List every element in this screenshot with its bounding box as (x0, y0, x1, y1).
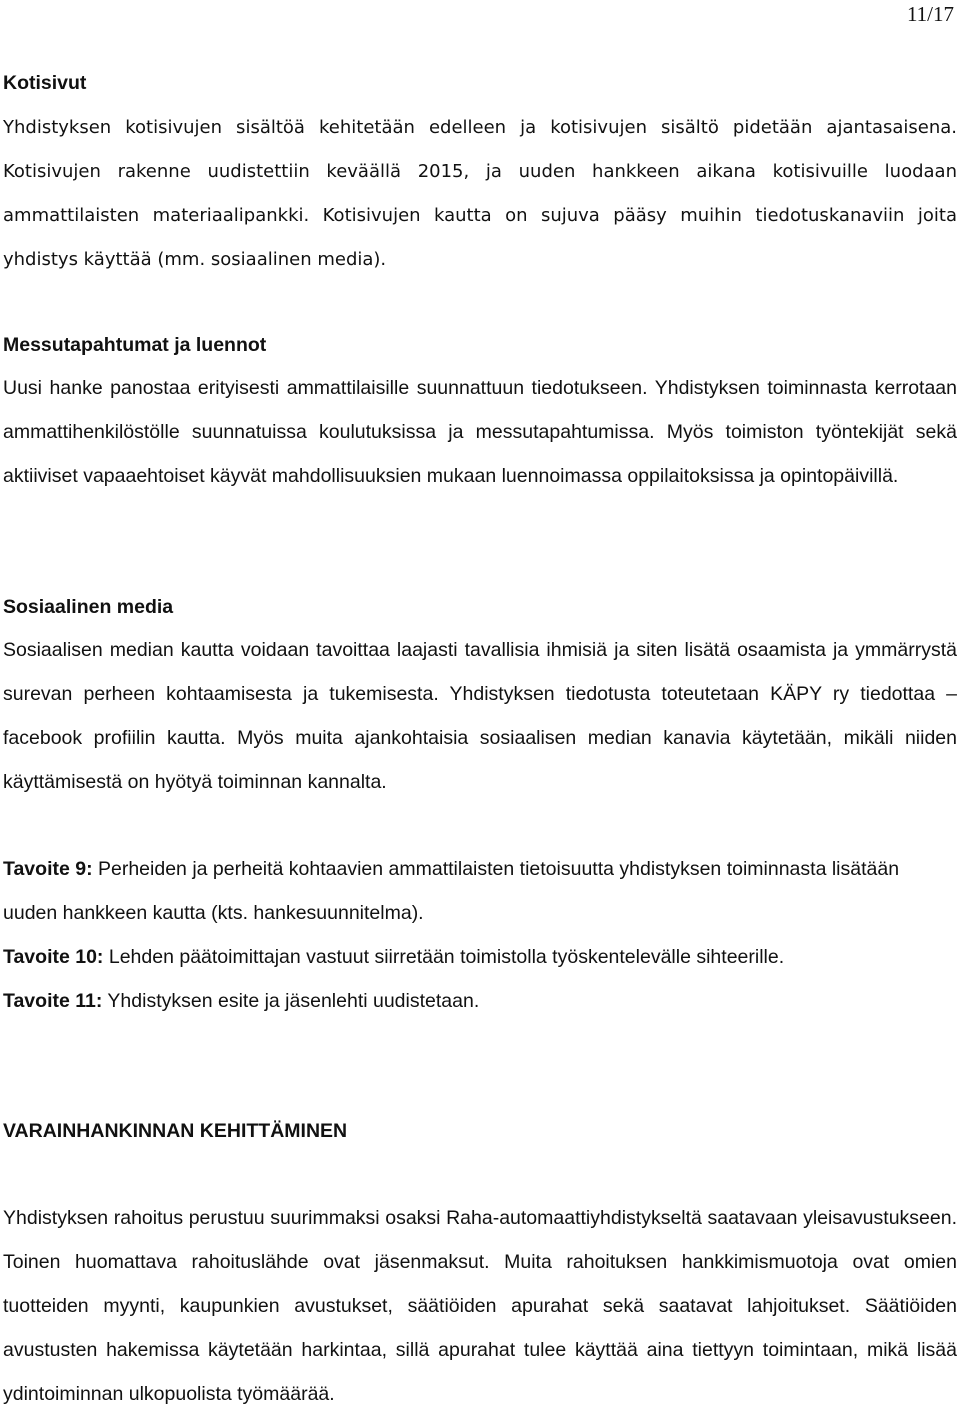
section-body-varainhankinta: Yhdistyksen rahoitus perustuu suurimmaksi osaksi Raha-automaattiyhdistykseltä saatavaan yleisavustukseen. Toinen huomattava rahoituslähde ovat jäsenmaksut. Muita rahoituksen hankkimismuotoja ovat omien tuotteiden myynti, kaupunkien avustukset, säätiöiden apurahat sekä saatavat lahjoitukset. Säätiöiden avustusten hakemissa käytetään harkintaa, sillä apurahat tulee käyttää aina tiettyyn toimintaan, mikä lisää ydintoiminnan ulkopuolista työmäärää. (3, 1207, 957, 1405)
goal-label: Tavoite 9: (3, 858, 93, 880)
section-heading-kotisivut: Kotisivut (3, 72, 87, 94)
goal-text: Lehden päätoimittajan vastuut siirretään toimistolla työskentelevälle sihteerille. (103, 946, 785, 968)
section-body-messutapahtumat: Uusi hanke panostaa erityisesti ammattilaisille suunnattuun tiedotukseen. Yhdistyksen toiminnasta kerrotaan ammattihenkilöstölle suunnatuissa koulutuksissa ja messutapahtumissa. Myös toimiston työntekijät sekä aktiiviset vapaaehtoiset käyvät mahdollisuuksien mukaan luennoimassa oppilaitoksissa ja opintopäivillä. (3, 377, 957, 487)
goal-label: Tavoite 10: (3, 946, 104, 968)
goal-text: Perheiden ja perheitä kohtaavien ammattilaisten tietoisuutta yhdistyksen toiminnasta lisätään uuden hankkeen kautta (kts. hankesuunnitelma). (3, 858, 900, 924)
goal-item (3, 979, 957, 1023)
page-number: 11/17 (906, 2, 954, 26)
goals-list (3, 847, 957, 1023)
section-heading-varainhankinta: VARAINHANKINNAN KEHITTÄMINEN (3, 1120, 348, 1142)
goal-label: Tavoite 11: (3, 990, 103, 1012)
goal-item (3, 935, 957, 979)
goal-text: Yhdistyksen esite ja jäsenlehti uudistetaan. (102, 990, 480, 1012)
goal-item (3, 847, 957, 935)
section-body-kotisivut: Yhdistyksen kotisivujen sisältöä kehitetään edelleen ja kotisivujen sisältö pidetään ajantasaisena. Kotisivujen rakenne uudistettiin keväällä 2015, ja uuden hankkeen aikana kotisivuille luodaan ammattilaisten materiaalipankki. Kotisivujen kautta on sujuva pääsy muihin tiedotuskanaviin joita yhdistys käyttää (mm. sosiaalinen media). (3, 117, 957, 270)
section-heading-sosiaalinen-media: Sosiaalinen media (3, 596, 174, 618)
section-heading-messutapahtumat: Messutapahtumat ja luennot (3, 334, 267, 356)
section-body-sosiaalinen-media: Sosiaalisen median kautta voidaan tavoittaa laajasti tavallisia ihmisiä ja siten lisätä osaamista ja ymmärrystä surevan perheen kohtaamisesta ja tukemisesta. Yhdistyksen tiedotusta toteutetaan KÄPY ry tiedottaa –facebook profiilin kautta. Myös muita ajankohtaisia sosiaalisen median kanavia käytetään, mikäli niiden käyttämisestä on hyötyä toiminnan kannalta. (3, 639, 957, 793)
